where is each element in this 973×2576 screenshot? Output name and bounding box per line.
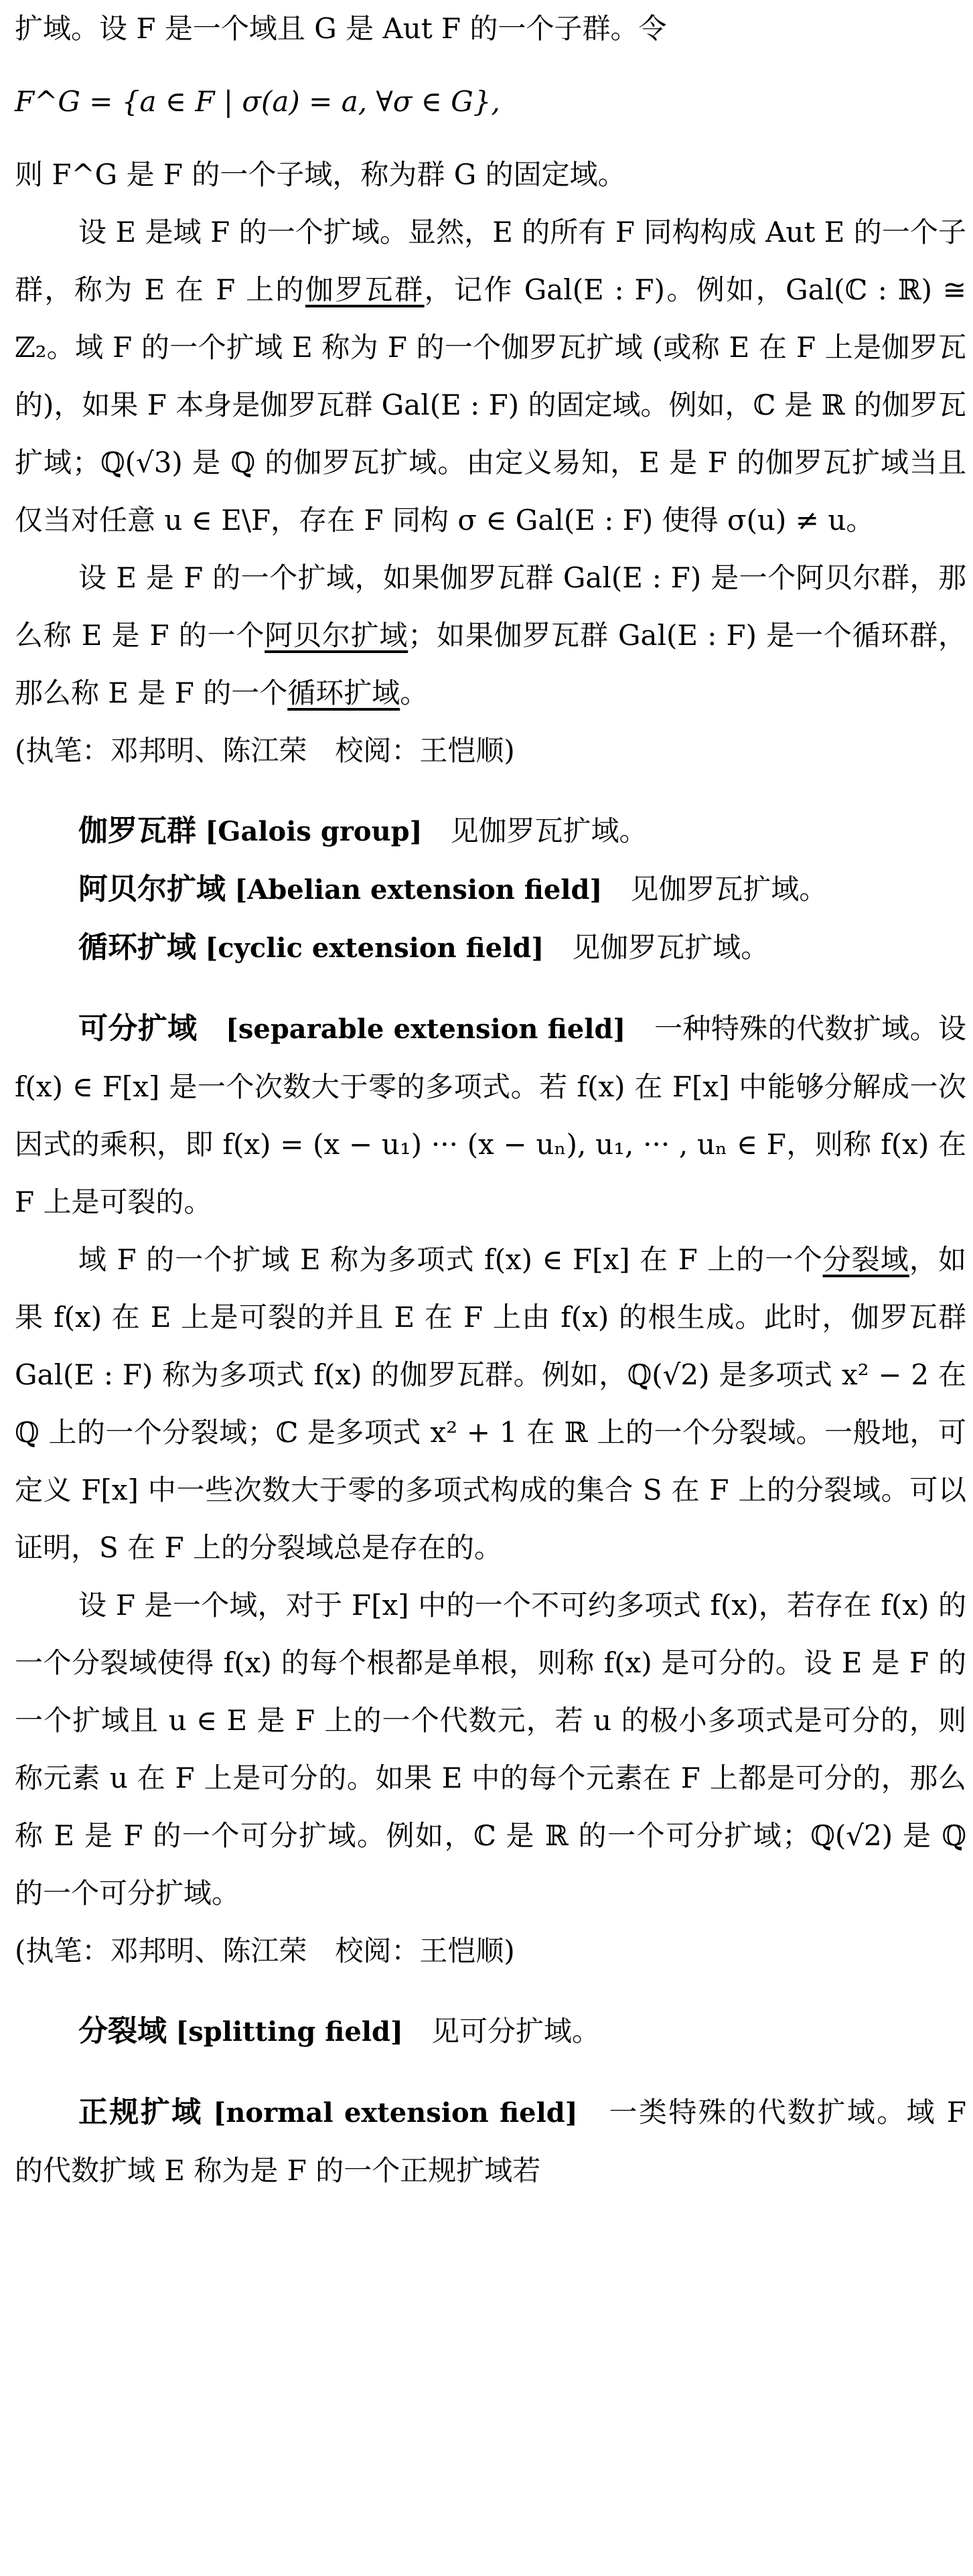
entry-abelian-head: 阿贝尔扩域 xyxy=(78,872,226,906)
entry-cyclic xyxy=(15,919,966,977)
entry-cyclic-en: [cyclic extension field] xyxy=(205,932,544,964)
galois-p2-text-c: 。 xyxy=(400,676,429,709)
galois-p1-text-b: ，记作 Gal(E : F)。例如，Gal(ℂ : ℝ) ≅ ℤ₂。域 F 的一个扩域 E 称为 F 的一个伽罗瓦扩域 (或称 E 在 F 上是伽罗瓦的)，如果 F 本身是伽罗瓦群 Gal(E : F) 的固定域。例如，ℂ 是 ℝ 的伽罗瓦扩域；ℚ(√3) 是 ℚ 的伽罗瓦扩域。由定义易知，E 是 F 的伽罗瓦扩域当且仅当对任意 u ∈ E\F，存在 F 同构 σ ∈ Gal(E : F) 使得 σ(u) ≠ u。 xyxy=(15,273,966,536)
entry-normal xyxy=(15,2084,966,2200)
term-galois-group: 伽罗瓦群 xyxy=(305,273,425,306)
entry-abelian xyxy=(15,861,966,919)
entry-abelian-see: 见伽罗瓦扩域。 xyxy=(630,873,828,906)
entry-normal-en: [normal extension field] xyxy=(213,2097,578,2129)
entry-normal-head: 正规扩域 xyxy=(78,2095,203,2129)
separable-p2-text-a: 域 F 的一个扩域 E 称为多项式 f(x) ∈ F[x] 在 F 上的一个 xyxy=(78,1243,823,1276)
term-abelian-extension: 阿贝尔扩域 xyxy=(265,619,408,652)
signature-galois: (执笔：邓邦明、陈江荣 校阅：王恺顺) xyxy=(15,734,515,767)
entry-galois-group-en: [Galois group] xyxy=(205,816,423,847)
entry-separable-en: [separable extension field] xyxy=(225,1013,626,1045)
galois-paragraph-1 xyxy=(15,204,966,549)
separable-paragraph-3: 设 F 是一个域，对于 F[x] 中的一个不可约多项式 f(x)，若存在 f(x) 的一个分裂域使得 f(x) 的每个根都是单根，则称 f(x) 是可分的。设 E 是 F 的一个扩域且 u ∈ E 是 F 上的一个代数元，若 u 的极小多项式是可分的，则称元素 u 在 F 上是可分的。如果 E 中的每个元素在 F 上都是可分的，那么称 E 是 F 的一个可分扩域。例如，ℂ 是 ℝ 的一个可分扩域；ℚ(√2) 是 ℚ 的一个可分扩域。 xyxy=(15,1589,966,1910)
entry-separable-head: 可分扩域 xyxy=(78,1011,198,1046)
entry-splitting-head: 分裂域 xyxy=(78,2014,167,2048)
entry-cyclic-see: 见伽罗瓦扩域。 xyxy=(572,931,769,964)
entry-splitting-en: [splitting field] xyxy=(175,2016,403,2048)
fixed-field-definition: 则 F^G 是 F 的一个子域，称为群 G 的固定域。 xyxy=(15,158,626,191)
signature-separable: (执笔：邓邦明、陈江荣 校阅：王恺顺) xyxy=(15,1934,515,1967)
separable-paragraph-2 xyxy=(15,1231,966,1577)
intro-line: 扩域。设 F 是一个域且 G 是 Aut F 的一个子群。令 xyxy=(15,12,667,45)
entry-abelian-en: [Abelian extension field] xyxy=(234,874,603,906)
galois-p1-text-a: 设 E 是域 F 的一个扩域。显然，E 的所有 F 同构构成 Aut E 的一个子群，称为 E 在 F 上的 xyxy=(15,216,966,306)
galois-p2-text-b: ；如果伽罗瓦群 Gal(E : F) 是一个循环群，那么称 E 是 F 的一个 xyxy=(15,619,966,709)
term-cyclic-extension: 循环扩域 xyxy=(287,676,400,709)
entry-galois-group xyxy=(15,802,966,861)
separable-p2-text-b: ，如果 f(x) 在 E 上是可裂的并且 E 在 F 上由 f(x) 的根生成。此时，伽罗瓦群 Gal(E : F) 称为多项式 f(x) 的伽罗瓦群。例如，ℚ(√2) 是多项式 x² − 2 在 ℚ 上的一个分裂域；ℂ 是多项式 x² + 1 在 ℝ 上的一个分裂域。一般地，可定义 F[x] 中一些次数大于零的多项式构成的集合 S 在 F 上的分裂域。可以证明，S 在 F 上的分裂域总是存在的。 xyxy=(15,1243,966,1564)
entry-splitting-see: 见可分扩域。 xyxy=(431,2015,600,2048)
galois-paragraph-2 xyxy=(15,549,966,722)
entry-galois-group-head: 伽罗瓦群 xyxy=(78,814,196,848)
entry-galois-group-see: 见伽罗瓦扩域。 xyxy=(450,814,648,847)
entry-separable xyxy=(15,1000,966,1231)
entry-splitting xyxy=(15,2003,966,2061)
galois-p2-text-a: 设 E 是 F 的一个扩域，如果伽罗瓦群 Gal(E : F) 是一个阿贝尔群，那么称 E 是 F 的一个 xyxy=(15,561,966,652)
entry-normal-definition: 一类特殊的代数扩域。域 F 的代数扩域 E 称为是 F 的一个正规扩域若 xyxy=(15,2096,966,2187)
entry-cyclic-head: 循环扩域 xyxy=(78,930,196,964)
fixed-field-formula: F^G = {a ∈ F | σ(a) = a, ∀σ ∈ G}, xyxy=(15,85,500,118)
entry-separable-definition: 一种特殊的代数扩域。设 f(x) ∈ F[x] 是一个次数大于零的多项式。若 f(x) 在 F[x] 中能够分解成一次因式的乘积，即 f(x) = (x − u₁) ··· (x − uₙ), u₁, ··· , uₙ ∈ F，则称 f(x) 在 F 上是可裂的。 xyxy=(15,1012,966,1218)
term-splitting-field: 分裂域 xyxy=(822,1243,909,1276)
